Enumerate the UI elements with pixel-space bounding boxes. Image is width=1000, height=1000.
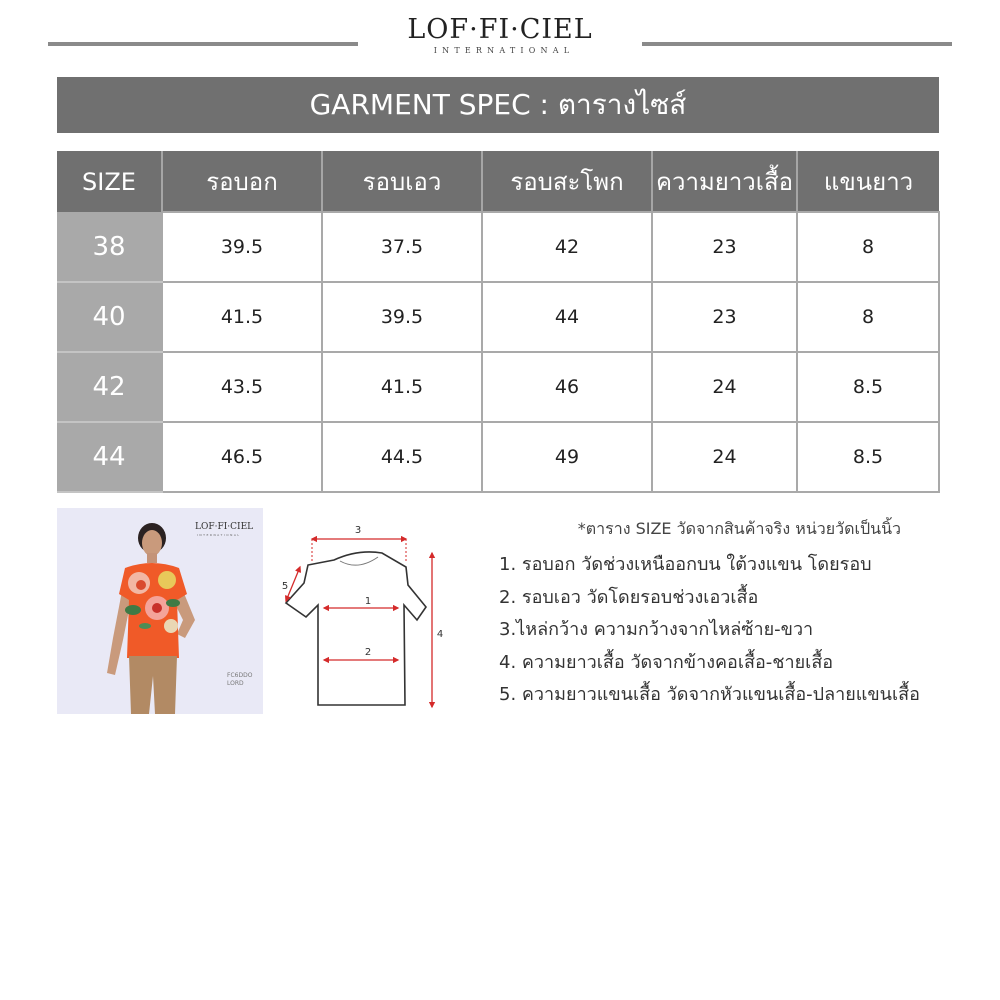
hip-cell: 44 (482, 282, 652, 352)
header-rule-left (48, 42, 358, 46)
table-row (57, 422, 939, 492)
product-code-line1: FC6DDO (227, 672, 253, 679)
table-row (57, 352, 939, 422)
size-cell: 42 (57, 352, 162, 422)
note-item: 2. รอบเอว วัดโดยรอบช่วงเอวเสื้อ (499, 586, 759, 608)
table-header-row (57, 151, 939, 212)
measurement-notes (499, 517, 939, 712)
header-size: SIZE (57, 151, 162, 212)
product-photo-logo: LOF·FI·CIEL (195, 522, 254, 532)
length-cell: 23 (652, 282, 797, 352)
sleeve-cell: 8 (797, 282, 939, 352)
table-row (57, 212, 939, 282)
brand-name: LOF·FI·CIEL (407, 14, 593, 45)
length-cell: 24 (652, 352, 797, 422)
brand-subtitle: INTERNATIONAL (433, 46, 575, 55)
sleeve-cell: 8.5 (797, 422, 939, 492)
hip-cell: 42 (482, 212, 652, 282)
length-cell: 23 (652, 212, 797, 282)
size-cell: 40 (57, 282, 162, 352)
waist-cell: 44.5 (322, 422, 482, 492)
page-title: GARMENT SPEC : ตารางไซส์ (57, 77, 939, 133)
length-cell: 24 (652, 422, 797, 492)
label-1: 1 (364, 596, 372, 607)
shirt-outline (286, 552, 426, 705)
header-hip: รอบสะโพก (482, 151, 652, 212)
product-photo (57, 508, 263, 714)
header-chest: รอบอก (162, 151, 322, 212)
header-sleeve: แขนยาว (797, 151, 939, 212)
header-rule-right (642, 42, 952, 46)
chest-cell: 46.5 (162, 422, 322, 492)
measurement-diagram (272, 515, 452, 715)
sleeve-cell: 8 (797, 212, 939, 282)
hip-cell: 46 (482, 352, 652, 422)
label-2: 2 (364, 647, 372, 658)
sleeve-cell: 8.5 (797, 352, 939, 422)
size-cell: 38 (57, 212, 162, 282)
note-item: 3.ไหล่กว้าง ความกว้างจากไหล่ซ้าย-ขวา (499, 619, 814, 640)
label-3: 3 (354, 525, 362, 536)
label-5: 5 (281, 581, 289, 592)
chest-cell: 39.5 (162, 212, 322, 282)
note-item: 5. ความยาวแขนเสื้อ วัดจากหัวแขนเสื้อ-ปลายแขนเสื้อ (499, 684, 920, 705)
waist-cell: 41.5 (322, 352, 482, 422)
chest-cell: 41.5 (162, 282, 322, 352)
product-code (227, 672, 252, 688)
header-waist: รอบเอว (322, 151, 482, 212)
waist-cell: 37.5 (322, 212, 482, 282)
product-photo-logo-sub: INTERNATIONAL (197, 533, 241, 537)
waist-cell: 39.5 (322, 282, 482, 352)
product-code-line2: LORD (227, 680, 244, 687)
label-4: 4 (436, 629, 444, 640)
note-item: 1. รอบอก วัดช่วงเหนืออกบน ใต้วงแขน โดยรอบ (499, 554, 872, 575)
brand-logo (380, 14, 620, 56)
table-row (57, 282, 939, 352)
notes-header: *ตาราง SIZE วัดจากสินค้าจริง หน่วยวัดเป็นนิ้ว (577, 519, 901, 538)
header-length: ความยาวเสื้อ (652, 151, 797, 212)
size-spec-table (57, 151, 940, 493)
chest-cell: 43.5 (162, 352, 322, 422)
size-cell: 44 (57, 422, 162, 492)
hip-cell: 49 (482, 422, 652, 492)
note-item: 4. ความยาวเสื้อ วัดจากข้างคอเสื้อ-ชายเสื้อ (499, 651, 834, 673)
